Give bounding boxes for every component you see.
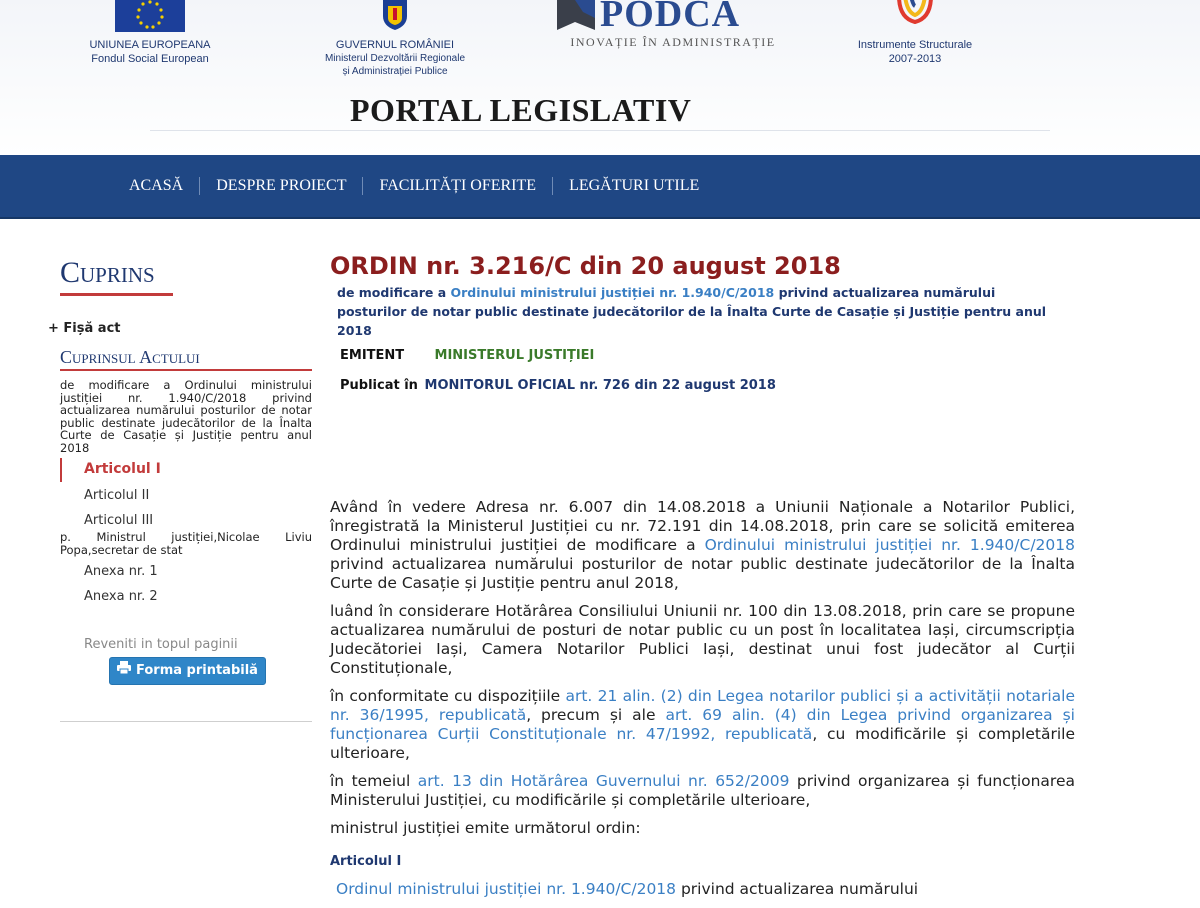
nav-home[interactable]: ACASĂ (129, 177, 184, 194)
article-heading-i: Articolul I (330, 854, 402, 869)
portal-title: PORTAL LEGISLATIV (350, 92, 692, 128)
toc-item-anexa-1[interactable]: Anexa nr. 1 (84, 564, 158, 579)
structural-instruments-icon (885, 0, 945, 32)
site-header (0, 0, 1200, 155)
act-body (330, 498, 1075, 908)
paragraph-6-text: privind actualizarea numărului (676, 880, 919, 898)
is-logo-block (845, 0, 985, 66)
publicat-value: MONITORUL OFICIAL nr. 726 din 22 august 2018 (424, 378, 776, 393)
sidebar-title: Cuprins (60, 256, 155, 289)
is-years: 2007-2013 (888, 53, 942, 65)
printable-form-label: Forma printabilă (136, 663, 258, 678)
paragraph-4-text-a: în temeiul (330, 772, 418, 790)
paragraph-3-text-b: , precum și ale (526, 706, 666, 724)
is-title: Instrumente Structurale (857, 39, 973, 51)
emitent-label: EMITENT (340, 348, 405, 363)
act-subtitle (337, 283, 1057, 340)
paragraph-4 (330, 772, 1075, 810)
paragraph-1-text-a: Având în vedere Adresa nr. 6.007 din 14.08.2018 a Uniunii Naționale a Notarilor Publici, înregistrată la Ministerul Justiției cu nr. 72.191 din 14.08.2018, prin care se solicită emiterea Ordinului ministrului justiției de modificare a (330, 498, 1075, 554)
paragraph-1-text-b: privind actualizarea numărului posturilor de notar public destinate judecătorilor de la Înalta Curte de Casație și Justiție pentru anul 2018, (330, 555, 1075, 592)
paragraph-3-link-1[interactable]: art. 21 alin. (2) din Legea notarilor publici și a activității notariale nr. 36/1995, republicată (330, 687, 1075, 724)
paragraph-3 (330, 687, 1075, 763)
gov-line1: Ministerul Dezvoltării Regionale (324, 53, 466, 64)
publicat-label: Publicat în (340, 378, 418, 393)
main-content (330, 250, 1075, 898)
toc-item-articolul-i[interactable]: Articolul I (84, 461, 161, 477)
eu-title: UNIUNEA EUROPEANA (89, 39, 211, 51)
cuprinsul-actului-heading: Cuprinsul Actului (60, 347, 312, 371)
fisa-act-toggle[interactable]: + Fișă act (48, 321, 121, 336)
gov-title: GUVERNUL ROMÂNIEI (335, 39, 455, 51)
toc-active-indicator (60, 458, 62, 482)
publicat-row (340, 378, 776, 393)
printer-icon (117, 658, 131, 684)
sidebar-title-underline (60, 293, 173, 296)
podca-tagline: INOVAȚIE ÎN ADMINISTRAȚIE (570, 35, 776, 49)
nav-about[interactable]: DESPRE PROIECT (216, 177, 347, 194)
gov-logo-block (310, 0, 480, 78)
sidebar-divider (60, 721, 312, 722)
podca-name: PODCA (600, 0, 741, 35)
toc-item-anexa-2[interactable]: Anexa nr. 2 (84, 589, 158, 604)
romania-crest-icon (380, 0, 410, 32)
emitent-row (340, 348, 594, 363)
eu-flag-icon (115, 0, 185, 32)
toc-item-articolul-ii[interactable]: Articolul II (84, 488, 150, 503)
paragraph-3-text-c: , cu modificările și completările ulterioare, (330, 725, 1075, 762)
sidebar (48, 255, 312, 678)
header-divider (150, 130, 1050, 131)
main-navbar (0, 155, 1200, 219)
act-description: de modificare a Ordinului ministrului justiției nr. 1.940/C/2018 privind actualizarea numărului posturilor de notar public destinate judecătorilor de la Înalta Curte de Casație și Justiție pentru anul 2018 (60, 378, 312, 455)
act-subtitle-link[interactable]: Ordinului ministrului justiției nr. 1.940/C/2018 (450, 285, 775, 300)
act-title: ORDIN nr. 3.216/C din 20 august 2018 (330, 252, 841, 280)
act-subtitle-post: privind actualizarea numărului posturilor de notar public destinate judecătorilor de la Înalta Curte de Casație și Justiție pentru anul 2018 (337, 285, 1047, 338)
paragraph-4-text-b: privind organizarea și funcționarea Ministerului Justiției, cu modificările și completările ulterioare, (330, 772, 1075, 809)
emitent-value: MINISTERUL JUSTIȚIEI (434, 348, 595, 363)
paragraph-2: luând în considerare Hotărârea Consiliului Uniunii nr. 100 din 13.08.2018, prin care se propune actualizarea numărului de posturi de notar public cu un post în localitatea Iași, circumscripția Judecătoriei Iași, Camera Notarilor Publici Iași, destinat unui fost judecător al Curții Constituționale, (330, 602, 1075, 677)
paragraph-6-link[interactable]: Ordinul ministrului justiției nr. 1.940/C/2018 (336, 880, 677, 898)
nav-features[interactable]: FACILITĂȚI OFERITE (379, 177, 537, 194)
nav-links[interactable]: LEGĂTURI UTILE (569, 177, 700, 194)
eu-subtitle: Fondul Social European (91, 53, 209, 65)
paragraph-5: ministrul justiției emite următorul ordin: (330, 819, 641, 837)
paragraph-1-link[interactable]: Ordinului ministrului justiției nr. 1.940/C/2018 (704, 536, 1075, 554)
paragraph-6 (336, 880, 1075, 899)
printable-form-button[interactable] (109, 657, 266, 685)
eu-logo-block (80, 0, 220, 66)
paragraph-1 (330, 498, 1075, 593)
paragraph-3-text-a: în conformitate cu dispozițiile (330, 687, 566, 705)
toc-signature[interactable]: p. Ministrul justiției,Nicolae Liviu Popa,secretar de stat (60, 530, 312, 557)
paragraph-3-link-2[interactable]: art. 69 alin. (4) din Legea privind organizarea și funcționarea Curții Constituționale nr. 47/1992, republicată (330, 706, 1075, 743)
paragraph-4-link[interactable]: art. 13 din Hotărârea Guvernului nr. 652/2009 (417, 772, 790, 790)
toc-item-articolul-iii[interactable]: Articolul III (84, 513, 154, 528)
gov-line2: și Administrației Publice (342, 66, 448, 77)
act-subtitle-pre: de modificare a (337, 285, 451, 300)
back-to-top-link[interactable]: Reveniti in topul paginii (84, 637, 238, 652)
